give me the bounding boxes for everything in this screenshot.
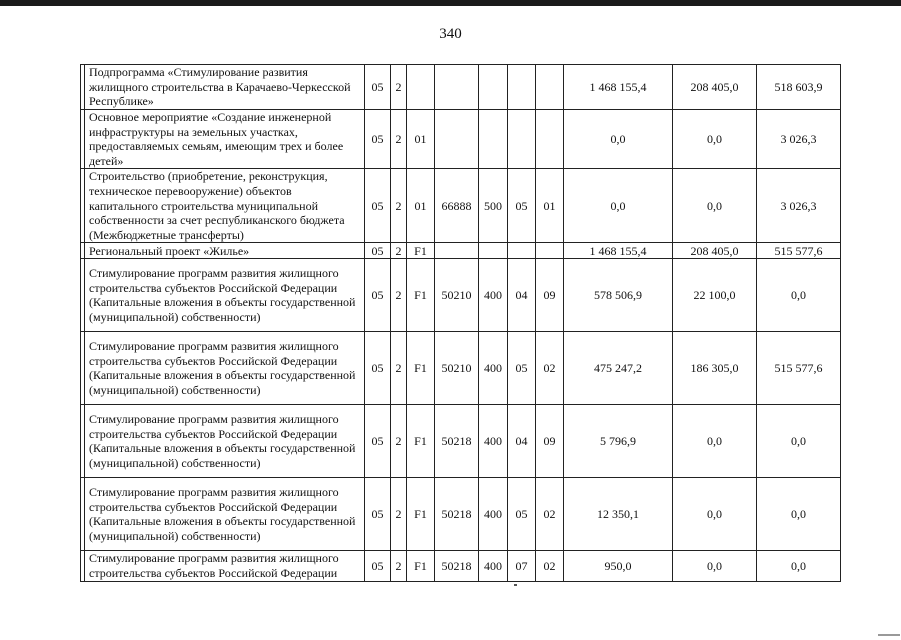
- row-name-cell: Стимулирование программ развития жилищного строительства субъектов Российской Федерации (Капитальные вложения в объекты государственной (муниципальной) собственности): [85, 478, 365, 551]
- value-year2-cell: 22 100,0: [673, 259, 757, 332]
- code-section-cell: 05: [365, 405, 391, 478]
- code-subdivision-cell: [536, 110, 564, 169]
- scan-edge-mark: [878, 634, 900, 636]
- code-subsection-cell: 2: [391, 169, 407, 243]
- code-section-cell: 05: [365, 259, 391, 332]
- value-year2-cell: 0,0: [673, 551, 757, 581]
- code-section-cell: 05: [365, 65, 391, 110]
- code-section-cell: 05: [365, 332, 391, 405]
- value-year2-cell: 0,0: [673, 110, 757, 169]
- code-target-cell: [435, 110, 479, 169]
- code-section-cell: 05: [365, 169, 391, 243]
- code-project-cell: [407, 65, 435, 110]
- row-name-cell: Строительство (приобретение, реконструкция, техническое перевооружение) объектов капитального строительства муниципальной собственности за счет республиканского бюджета (Межбюджетные трансферты): [85, 169, 365, 243]
- code-division-cell: 04: [508, 405, 536, 478]
- code-section-cell: 05: [365, 243, 391, 259]
- table-row: [81, 65, 841, 110]
- value-year1-cell: 1 468 155,4: [564, 243, 673, 259]
- code-target-cell: 50210: [435, 259, 479, 332]
- value-year3-cell: 518 603,9: [757, 65, 841, 110]
- row-name-cell: Подпрограмма «Стимулирование развития жилищного строительства в Карачаево-Черкесской Республике»: [85, 65, 365, 110]
- page-number: 340: [439, 26, 462, 42]
- code-subdivision-cell: 02: [536, 551, 564, 581]
- code-target-cell: 50218: [435, 551, 479, 581]
- value-year1-cell: 0,0: [564, 169, 673, 243]
- row-name-cell: Стимулирование программ развития жилищного строительства субъектов Российской Федерации (Капитальные вложения в объекты государственной (муниципальной) собственности): [85, 259, 365, 332]
- value-year1-cell: 950,0: [564, 551, 673, 581]
- value-year1-cell: 1 468 155,4: [564, 65, 673, 110]
- value-year3-cell: 0,0: [757, 551, 841, 581]
- code-expense-type-cell: 500: [479, 169, 508, 243]
- scan-speck: [514, 584, 517, 586]
- code-division-cell: 05: [508, 332, 536, 405]
- code-project-cell: F1: [407, 478, 435, 551]
- value-year1-cell: 475 247,2: [564, 332, 673, 405]
- value-year3-cell: 3 026,3: [757, 110, 841, 169]
- value-year2-cell: 186 305,0: [673, 332, 757, 405]
- code-target-cell: [435, 65, 479, 110]
- code-division-cell: 07: [508, 551, 536, 581]
- row-name-cell: Стимулирование программ развития жилищного строительства субъектов Российской Федерации (Капитальные вложения в объекты государственной (муниципальной) собственности): [85, 332, 365, 405]
- code-expense-type-cell: 400: [479, 478, 508, 551]
- code-subsection-cell: 2: [391, 478, 407, 551]
- value-year3-cell: 515 577,6: [757, 332, 841, 405]
- budget-table: [80, 64, 841, 582]
- table-row: [81, 332, 841, 405]
- code-subsection-cell: 2: [391, 110, 407, 169]
- table-row: [81, 259, 841, 332]
- code-subsection-cell: 2: [391, 259, 407, 332]
- value-year2-cell: 208 405,0: [673, 243, 757, 259]
- table-row: [81, 243, 841, 259]
- table-row: [81, 551, 841, 581]
- code-section-cell: 05: [365, 551, 391, 581]
- table-body: [81, 65, 841, 582]
- code-subdivision-cell: 09: [536, 405, 564, 478]
- code-section-cell: 05: [365, 110, 391, 169]
- code-division-cell: 04: [508, 259, 536, 332]
- table-row: [81, 478, 841, 551]
- code-subdivision-cell: 02: [536, 478, 564, 551]
- code-expense-type-cell: [479, 243, 508, 259]
- code-subsection-cell: 2: [391, 405, 407, 478]
- code-target-cell: 50218: [435, 405, 479, 478]
- code-project-cell: F1: [407, 243, 435, 259]
- value-year3-cell: 3 026,3: [757, 169, 841, 243]
- code-subsection-cell: 2: [391, 243, 407, 259]
- table-row: [81, 405, 841, 478]
- value-year2-cell: 0,0: [673, 405, 757, 478]
- code-target-cell: [435, 243, 479, 259]
- code-expense-type-cell: 400: [479, 259, 508, 332]
- value-year2-cell: 0,0: [673, 478, 757, 551]
- value-year1-cell: 578 506,9: [564, 259, 673, 332]
- code-target-cell: 66888: [435, 169, 479, 243]
- code-expense-type-cell: [479, 110, 508, 169]
- code-project-cell: F1: [407, 332, 435, 405]
- code-division-cell: [508, 243, 536, 259]
- code-subsection-cell: 2: [391, 65, 407, 110]
- row-name-cell: Стимулирование программ развития жилищного строительства субъектов Российской Федерации (Капитальные вложения в объекты государственной (муниципальной) собственности): [85, 405, 365, 478]
- table-row: [81, 169, 841, 243]
- code-subdivision-cell: [536, 65, 564, 110]
- code-subsection-cell: 2: [391, 551, 407, 581]
- code-division-cell: [508, 65, 536, 110]
- top-border-rule: [0, 0, 901, 6]
- row-name-cell: Региональный проект «Жилье»: [85, 243, 365, 259]
- code-target-cell: 50218: [435, 478, 479, 551]
- value-year3-cell: 515 577,6: [757, 243, 841, 259]
- code-expense-type-cell: [479, 65, 508, 110]
- value-year1-cell: 0,0: [564, 110, 673, 169]
- table-row: [81, 110, 841, 169]
- value-year3-cell: 0,0: [757, 259, 841, 332]
- code-expense-type-cell: 400: [479, 405, 508, 478]
- code-division-cell: 05: [508, 169, 536, 243]
- code-project-cell: 01: [407, 110, 435, 169]
- code-project-cell: F1: [407, 551, 435, 581]
- code-expense-type-cell: 400: [479, 332, 508, 405]
- value-year1-cell: 12 350,1: [564, 478, 673, 551]
- code-project-cell: F1: [407, 259, 435, 332]
- value-year2-cell: 0,0: [673, 169, 757, 243]
- code-section-cell: 05: [365, 478, 391, 551]
- value-year3-cell: 0,0: [757, 478, 841, 551]
- code-project-cell: F1: [407, 405, 435, 478]
- code-project-cell: 01: [407, 169, 435, 243]
- row-name-cell: Стимулирование программ развития жилищного строительства субъектов Российской Федерации: [85, 551, 365, 581]
- value-year3-cell: 0,0: [757, 405, 841, 478]
- code-division-cell: [508, 110, 536, 169]
- code-subdivision-cell: [536, 243, 564, 259]
- code-subdivision-cell: 01: [536, 169, 564, 243]
- row-name-cell: Основное мероприятие «Создание инженерной инфраструктуры на земельных участках, предоставляемых семьям, имеющим трех и более детей»: [85, 110, 365, 169]
- code-expense-type-cell: 400: [479, 551, 508, 581]
- code-target-cell: 50210: [435, 332, 479, 405]
- code-subdivision-cell: 02: [536, 332, 564, 405]
- code-division-cell: 05: [508, 478, 536, 551]
- value-year1-cell: 5 796,9: [564, 405, 673, 478]
- code-subsection-cell: 2: [391, 332, 407, 405]
- code-subdivision-cell: 09: [536, 259, 564, 332]
- value-year2-cell: 208 405,0: [673, 65, 757, 110]
